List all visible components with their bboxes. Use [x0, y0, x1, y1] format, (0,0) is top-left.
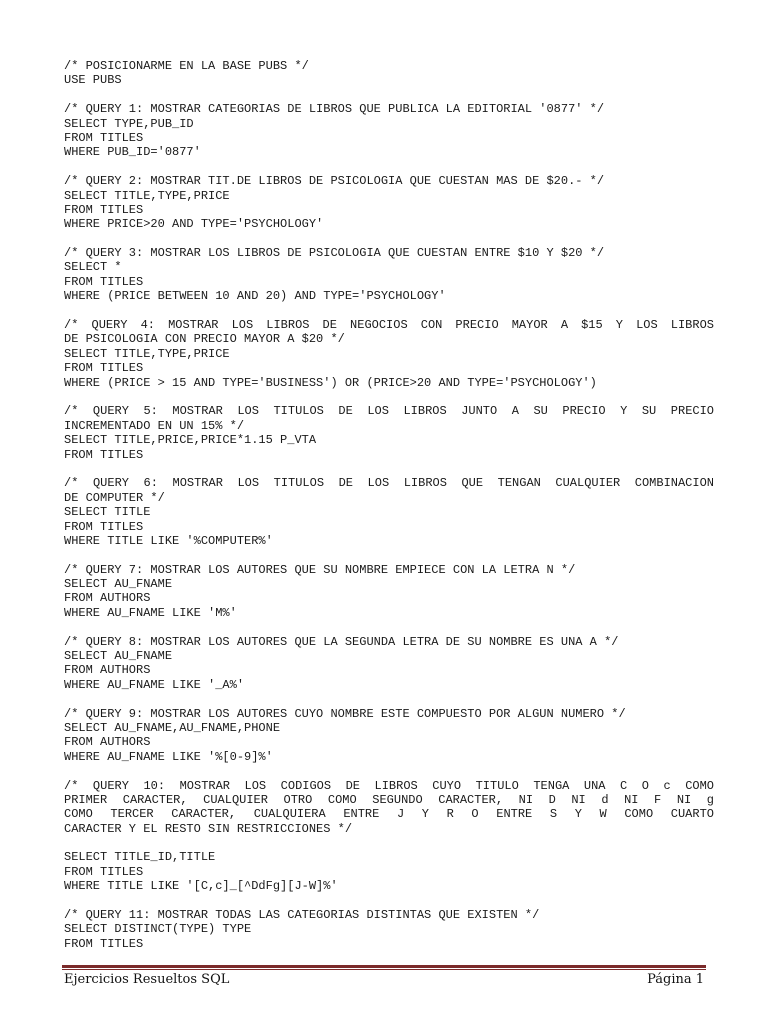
- code-line: FROM TITLES: [64, 274, 144, 289]
- blank-line: [64, 836, 714, 850]
- code-line: SELECT AU_FNAME,AU_FNAME,PHONE: [64, 720, 281, 735]
- comment-line: PRIMER CARACTER, CUALQUIER OTRO COMO SEGUNDO CARACTER, NI D NI d NI F NI g: [64, 792, 714, 807]
- blank-line: [64, 88, 714, 102]
- blank-line: [64, 620, 714, 634]
- code-line: SELECT AU_FNAME: [64, 649, 173, 664]
- blank-line: [64, 548, 714, 562]
- code-line: WHERE AU_FNAME LIKE '%[0-9]%': [64, 749, 273, 764]
- comment-line: /* QUERY 2: MOSTRAR TIT.DE LIBROS DE PSICOLOGIA QUE CUESTAN MAS DE $20.- */: [64, 174, 605, 189]
- comment-line: /* QUERY 7: MOSTRAR LOS AUTORES QUE SU NOMBRE EMPIECE CON LA LETRA N */: [64, 562, 576, 577]
- code-line: FROM TITLES: [64, 519, 144, 534]
- code-line: FROM AUTHORS: [64, 735, 151, 750]
- comment-line: /* QUERY 6: MOSTRAR LOS TITULOS DE LOS LIBROS QUE TENGAN CUALQUIER COMBINACION: [64, 476, 714, 491]
- footer-rule-thin: [62, 969, 706, 970]
- code-line: FROM AUTHORS: [64, 591, 151, 606]
- code-line: SELECT TITLE,TYPE,PRICE: [64, 188, 230, 203]
- blank-line: [64, 462, 714, 476]
- code-line: WHERE PRICE>20 AND TYPE='PSYCHOLOGY': [64, 217, 324, 232]
- code-line: WHERE TITLE LIKE '[C,c]_[^DdFg][J-W]%': [64, 879, 338, 894]
- blank-line: [64, 232, 714, 246]
- code-line: FROM AUTHORS: [64, 663, 151, 678]
- footer-title: Ejercicios Resueltos SQL: [64, 972, 230, 987]
- comment-line: /* QUERY 9: MOSTRAR LOS AUTORES CUYO NOMBRE ESTE COMPUESTO POR ALGUN NUMERO */: [64, 706, 626, 721]
- comment-line: /* QUERY 8: MOSTRAR LOS AUTORES QUE LA SEGUNDA LETRA DE SU NOMBRE ES UNA A */: [64, 634, 619, 649]
- code-line: SELECT TITLE,PRICE,PRICE*1.15 P_VTA: [64, 433, 317, 448]
- code-line: SELECT TYPE,PUB_ID: [64, 116, 194, 131]
- code-line: SELECT TITLE_ID,TITLE: [64, 850, 216, 865]
- comment-line: /* QUERY 5: MOSTRAR LOS TITULOS DE LOS LIBROS JUNTO A SU PRECIO Y SU PRECIO: [64, 404, 714, 419]
- code-line: WHERE AU_FNAME LIKE 'M%': [64, 605, 237, 620]
- code-line: WHERE (PRICE > 15 AND TYPE='BUSINESS') OR (PRICE>20 AND TYPE='PSYCHOLOGY'): [64, 375, 597, 390]
- comment-line: /* QUERY 1: MOSTRAR CATEGORIAS DE LIBROS QUE PUBLICA LA EDITORIAL '0877' */: [64, 102, 605, 117]
- blank-line: [64, 764, 714, 778]
- code-line: WHERE TITLE LIKE '%COMPUTER%': [64, 533, 273, 548]
- comment-line: /* QUERY 11: MOSTRAR TODAS LAS CATEGORIAS DISTINTAS QUE EXISTEN */: [64, 908, 540, 923]
- code-line: SELECT *: [64, 260, 122, 275]
- blank-line: [64, 160, 714, 174]
- comment-line: /* QUERY 3: MOSTRAR LOS LIBROS DE PSICOLOGIA QUE CUESTAN ENTRE $10 Y $20 */: [64, 246, 605, 261]
- sql-code-block: [64, 59, 714, 951]
- comment-line: /* POSICIONARME EN LA BASE PUBS */: [64, 59, 309, 73]
- comment-line: /* QUERY 10: MOSTRAR LOS CODIGOS DE LIBROS CUYO TITULO TENGA UNA C O c COMO: [64, 778, 714, 793]
- code-line: FROM TITLES: [64, 202, 144, 217]
- code-line: SELECT AU_FNAME: [64, 577, 173, 592]
- comment-line: CARACTER Y EL RESTO SIN RESTRICCIONES */: [64, 821, 353, 836]
- code-line: FROM TITLES: [64, 447, 144, 462]
- code-line: WHERE (PRICE BETWEEN 10 AND 20) AND TYPE='PSYCHOLOGY': [64, 289, 446, 304]
- blank-line: [64, 894, 714, 908]
- code-line: FROM TITLES: [64, 130, 144, 145]
- code-line: WHERE AU_FNAME LIKE '_A%': [64, 677, 245, 692]
- footer-page-number: Página 1: [647, 972, 704, 987]
- code-line: SELECT TITLE,TYPE,PRICE: [64, 346, 230, 361]
- blank-line: [64, 304, 714, 318]
- comment-line: DE COMPUTER */: [64, 490, 165, 505]
- code-line: WHERE PUB_ID='0877': [64, 145, 201, 160]
- code-line: SELECT DISTINCT(TYPE) TYPE: [64, 922, 252, 937]
- code-line: FROM TITLES: [64, 936, 144, 951]
- footer-rule-thick: [62, 965, 706, 968]
- code-line: FROM TITLES: [64, 864, 144, 879]
- blank-line: [64, 390, 714, 404]
- code-line: SELECT TITLE: [64, 505, 151, 520]
- comment-line: /* QUERY 4: MOSTRAR LOS LIBROS DE NEGOCIOS CON PRECIO MAYOR A $15 Y LOS LIBROS: [64, 318, 714, 333]
- comment-line: INCREMENTADO EN UN 15% */: [64, 418, 245, 433]
- comment-line: COMO TERCER CARACTER, CUALQUIERA ENTRE J Y R O ENTRE S Y W COMO CUARTO: [64, 807, 714, 822]
- blank-line: [64, 692, 714, 706]
- code-line: FROM TITLES: [64, 361, 144, 376]
- code-line: USE PUBS: [64, 73, 122, 88]
- comment-line: DE PSICOLOGIA CON PRECIO MAYOR A $20 */: [64, 332, 345, 347]
